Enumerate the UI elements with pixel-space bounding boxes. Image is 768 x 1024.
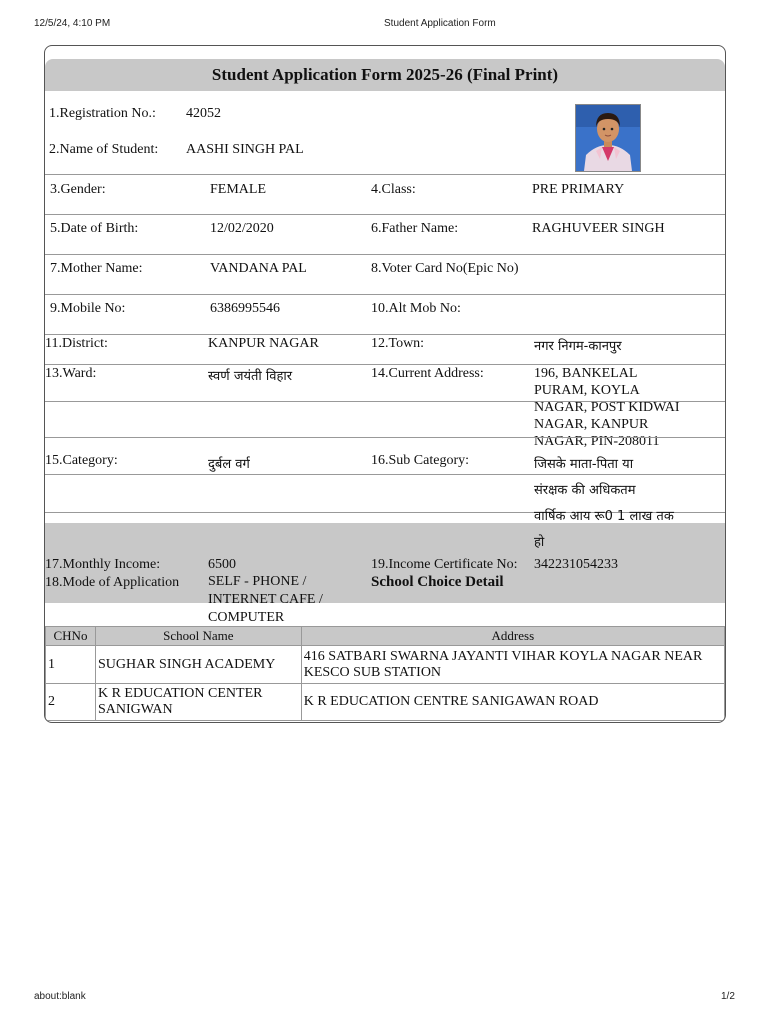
table-row <box>46 646 725 684</box>
monthly-income-value: 6500 <box>208 557 236 572</box>
income-certificate-value: 342231054233 <box>534 557 618 572</box>
town-value: नगर निगम-कानपुर <box>534 339 622 354</box>
sub-category-line-1: जिसके माता-पिता या <box>534 457 634 472</box>
application-mode-line-1: SELF - PHONE / <box>208 574 307 589</box>
sub-category-label: 16.Sub Category: <box>371 453 469 468</box>
registration-label: 1.Registration No.: <box>49 106 156 121</box>
sub-category-line-2: संरक्षक की अधिकतम <box>534 483 636 498</box>
current-address-line-5: NAGAR, PIN-208011 <box>534 434 660 449</box>
ward-value: स्वर्ण जयंती विहार <box>208 369 293 384</box>
class-label: 4.Class: <box>371 182 416 197</box>
district-value: KANPUR NAGAR <box>208 336 319 351</box>
school-choice-heading: School Choice Detail <box>371 574 504 590</box>
gender-value: FEMALE <box>210 182 266 197</box>
table-header-row <box>46 627 725 646</box>
school-name: K R EDUCATION CENTER SANIGWAN <box>95 684 301 721</box>
student-name-label: 2.Name of Student: <box>49 142 159 157</box>
student-photo <box>575 104 641 172</box>
voter-card-label: 8.Voter Card No(Epic No) <box>371 261 519 276</box>
page-number: 1/2 <box>721 991 735 1002</box>
current-address-line-4: NAGAR, KANPUR <box>534 417 649 432</box>
application-mode-label: 18.Mode of Application <box>45 575 180 590</box>
school-chno: 1 <box>46 646 96 684</box>
current-address-line-2: PURAM, KOYLA <box>534 383 640 398</box>
class-value: PRE PRIMARY <box>532 182 625 197</box>
print-timestamp: 12/5/24, 4:10 PM <box>34 18 111 29</box>
income-certificate-label: 19.Income Certificate No: <box>371 557 518 572</box>
alt-mobile-label: 10.Alt Mob No: <box>371 301 461 316</box>
sub-category-line-3: वार्षिक आय रू0 1 लाख तक <box>534 509 674 524</box>
mobile-value: 6386995546 <box>210 301 280 316</box>
school-name: SUGHAR SINGH ACADEMY <box>95 646 301 684</box>
registration-value: 42052 <box>186 106 221 121</box>
current-address-label: 14.Current Address: <box>371 366 484 381</box>
mother-name-label: 7.Mother Name: <box>50 261 143 276</box>
address-header: Address <box>301 627 724 646</box>
dob-value: 12/02/2020 <box>210 221 274 236</box>
school-name-header: School Name <box>95 627 301 646</box>
form-title: Student Application Form 2025-26 (Final Print) <box>45 59 725 91</box>
monthly-income-label: 17.Monthly Income: <box>45 557 161 572</box>
district-label: 11.District: <box>45 336 108 351</box>
school-address: K R EDUCATION CENTRE SANIGAWAN ROAD <box>301 684 724 721</box>
student-name-value: AASHI SINGH PAL <box>186 142 304 157</box>
category-label: 15.Category: <box>45 453 118 468</box>
application-mode-line-2: INTERNET CAFE / <box>208 592 323 607</box>
sub-category-line-4: हो <box>534 535 545 550</box>
town-label: 12.Town: <box>371 336 425 351</box>
print-page-title: Student Application Form <box>384 18 496 29</box>
application-form-card <box>44 45 726 723</box>
mother-name-value: VANDANA PAL <box>210 261 307 276</box>
mobile-label: 9.Mobile No: <box>50 301 126 316</box>
table-row <box>46 684 725 721</box>
dob-label: 5.Date of Birth: <box>50 221 139 236</box>
ward-label: 13.Ward: <box>45 366 97 381</box>
school-choice-table <box>45 626 725 721</box>
print-url: about:blank <box>34 991 86 1002</box>
school-chno: 2 <box>46 684 96 721</box>
category-value: दुर्बल वर्ग <box>208 457 250 472</box>
application-mode-line-3: COMPUTER <box>208 610 285 625</box>
gender-label: 3.Gender: <box>50 182 106 197</box>
chno-header: CHNo <box>46 627 96 646</box>
current-address-line-1: 196, BANKELAL <box>534 366 638 381</box>
school-address: 416 SATBARI SWARNA JAYANTI VIHAR KOYLA NAGAR NEAR KESCO SUB STATION <box>301 646 724 684</box>
father-name-label: 6.Father Name: <box>371 221 459 236</box>
current-address-line-3: NAGAR, POST KIDWAI <box>534 400 680 415</box>
father-name-value: RAGHUVEER SINGH <box>532 221 665 236</box>
